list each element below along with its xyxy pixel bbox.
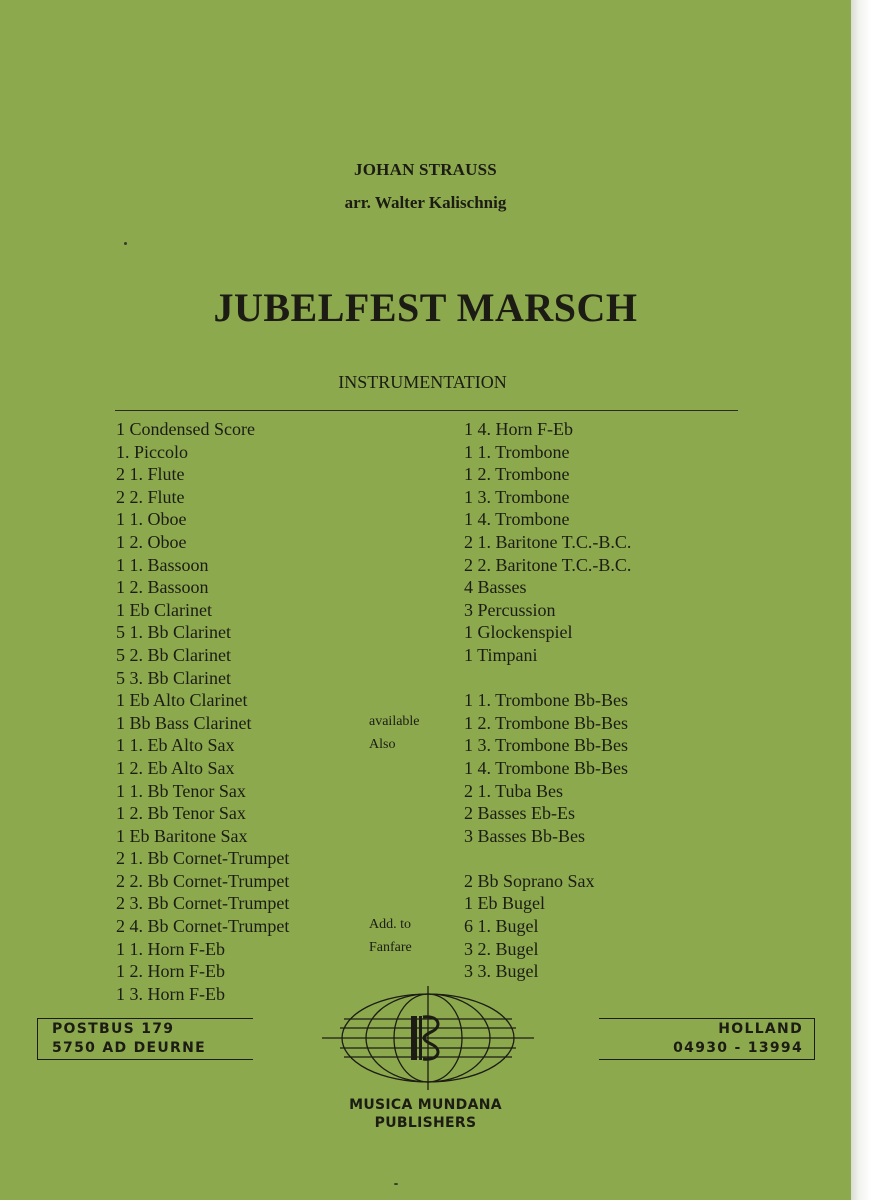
- country-label: HOLLAND: [718, 1021, 803, 1037]
- instrument-item: 2 3. Bb Cornet-Trumpet: [116, 893, 290, 914]
- instrument-item: 2 4. Bb Cornet-Trumpet: [116, 916, 290, 937]
- instrument-item: 1 2. Horn F-Eb: [116, 961, 225, 982]
- globe-with-c-clef-icon: [322, 986, 534, 1090]
- instrument-item: 1 2. Trombone Bb-Bes: [464, 712, 629, 733]
- instrument-item: 2 2. Flute: [116, 486, 185, 507]
- instrument-item: 4 Basses: [464, 577, 527, 598]
- instrument-item: [464, 847, 631, 870]
- instrument-item: 3 3. Bugel: [464, 961, 539, 982]
- publisher-contact: [600, 1020, 803, 1058]
- instrument-item: 2 1. Tuba Bes: [464, 780, 564, 801]
- instrument-item: 1 Eb Baritone Sax: [116, 825, 248, 846]
- score-title: JUBELFEST MARSCH: [213, 285, 638, 330]
- paper-edge: [851, 0, 871, 1200]
- instrument-item: 2 Basses Eb-Es: [464, 803, 575, 824]
- note-fanfare: Fanfare: [369, 940, 412, 955]
- instrument-item: 3 Percussion: [464, 599, 556, 620]
- instrument-item: 1 1. Oboe: [116, 509, 187, 530]
- instrument-item: 5 1. Bb Clarinet: [116, 622, 231, 643]
- paper-speck: [394, 1183, 398, 1185]
- instrument-item: 2 2. Bb Cornet-Trumpet: [116, 870, 290, 891]
- publisher-label: PUBLISHERS: [374, 1115, 477, 1131]
- instrument-item: 1 1. Trombone: [464, 441, 570, 462]
- instrument-item: 5 2. Bb Clarinet: [116, 644, 231, 665]
- note-also: Also: [369, 737, 396, 752]
- note-add-to: Add. to: [369, 917, 411, 932]
- instrument-item: 1 Eb Bugel: [464, 893, 545, 914]
- instrument-item: 1 3. Horn F-Eb: [116, 983, 225, 1004]
- instrument-item: 1 Bb Bass Clarinet: [116, 712, 252, 733]
- instrument-item: 1. Piccolo: [116, 441, 188, 462]
- instrument-item: 2 1. Flute: [116, 464, 185, 485]
- instrument-item: 1 4. Trombone: [464, 509, 570, 530]
- instrument-item: [464, 667, 631, 690]
- instrument-item: 1 2. Bb Tenor Sax: [116, 803, 246, 824]
- heading-rule: [115, 410, 738, 411]
- instrument-item: 1 1. Bassoon: [116, 554, 209, 575]
- address-line-2: 5750 AD DEURNE: [52, 1040, 206, 1056]
- instrument-item: 3 Basses Bb-Bes: [464, 825, 585, 846]
- instrument-item: 1 2. Oboe: [116, 531, 187, 552]
- instrument-item: 2 2. Baritone T.C.-B.C.: [464, 554, 632, 575]
- instrument-item: 1 4. Horn F-Eb: [464, 419, 573, 439]
- instrument-item: 2 1. Bb Cornet-Trumpet: [116, 848, 290, 869]
- instrument-item: 1 1. Bb Tenor Sax: [116, 780, 246, 801]
- arranger-credit: arr. Walter Kalischnig: [344, 193, 507, 212]
- instrument-item: 3 2. Bugel: [464, 938, 539, 959]
- paper-speck: [124, 242, 127, 245]
- instrument-item: 1 Glockenspiel: [464, 622, 573, 643]
- instrument-item: 5 3. Bb Clarinet: [116, 667, 231, 688]
- composer-name: JOHAN STRAUSS: [354, 160, 497, 179]
- instrument-item: 1 2. Eb Alto Sax: [116, 757, 235, 778]
- instrument-item: 6 1. Bugel: [464, 916, 539, 937]
- instrument-item: 1 Eb Clarinet: [116, 599, 212, 620]
- instrument-item: 1 Timpani: [464, 644, 538, 665]
- instrument-item: 1 3. Trombone: [464, 486, 570, 507]
- phone-number: 04930 - 13994: [673, 1040, 803, 1056]
- instrumentation-heading: INSTRUMENTATION: [338, 372, 507, 392]
- instrument-item: 2 Bb Soprano Sax: [464, 870, 595, 891]
- instrument-list-right: [464, 418, 631, 983]
- publisher-address: [52, 1020, 206, 1058]
- instrument-item: 2 1. Baritone T.C.-B.C.: [464, 531, 632, 552]
- address-line-1: POSTBUS 179: [52, 1021, 175, 1037]
- instrument-item: 1 2. Trombone: [464, 464, 570, 485]
- instrument-list-left: [116, 418, 289, 1005]
- instrument-item: 1 2. Bassoon: [116, 577, 209, 598]
- publisher-name: MUSICA MUNDANA: [349, 1097, 502, 1113]
- instrument-item: 1 Eb Alto Clarinet: [116, 690, 248, 711]
- instrument-item: 1 Condensed Score: [116, 419, 255, 439]
- instrument-item: 1 1. Trombone Bb-Bes: [464, 690, 629, 711]
- instrument-item: 1 1. Horn F-Eb: [116, 938, 225, 959]
- instrument-item: 1 1. Eb Alto Sax: [116, 735, 235, 756]
- instrument-item: 1 4. Trombone Bb-Bes: [464, 757, 629, 778]
- note-available: available: [369, 714, 420, 729]
- instrument-item: 1 3. Trombone Bb-Bes: [464, 735, 629, 756]
